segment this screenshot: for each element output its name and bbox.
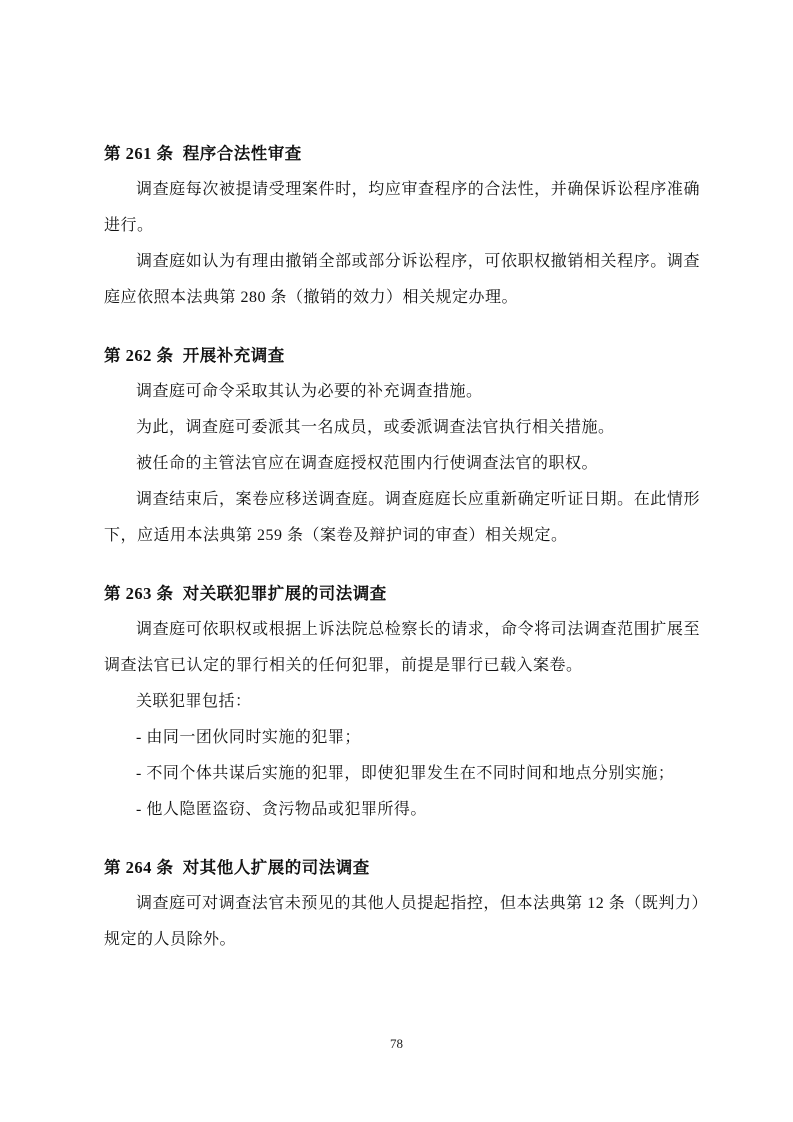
- article-paragraph: 调查庭如认为有理由撤销全部或部分诉讼程序，可依职权撤销相关程序。调查庭应依照本法典第 280 条（撤销的效力）相关规定办理。: [104, 253, 700, 306]
- article-263: [104, 576, 700, 828]
- page-number: 78: [390, 1036, 403, 1051]
- article-paragraph: 为此，调查庭可委派其一名成员，或委派调查法官执行相关措施。: [136, 419, 615, 436]
- article-paragraph: 调查庭可对调查法官未预见的其他人员提起指控，但本法典第 12 条（既判力）规定的人员除外。: [104, 895, 700, 948]
- article-262-heading: 第 262 条 开展补充调查: [104, 346, 285, 365]
- article-262: [104, 338, 700, 554]
- article-261-heading: 第 261 条 程序合法性审查: [104, 144, 302, 163]
- article-paragraph: 关联犯罪包括：: [136, 693, 252, 710]
- article-261: [104, 136, 700, 316]
- article-263-heading: 第 263 条 对关联犯罪扩展的司法调查: [104, 584, 387, 603]
- article-paragraph: 调查庭可命令采取其认为必要的补充调查措施。: [136, 383, 483, 400]
- article-paragraph: 被任命的主管法官应在调查庭授权范围内行使调查法官的职权。: [136, 455, 599, 472]
- article-264-heading: 第 264 条 对其他人扩展的司法调查: [104, 858, 370, 877]
- list-item: - 由同一团伙同时实施的犯罪；: [136, 729, 361, 746]
- document-content: [104, 136, 700, 958]
- article-264: [104, 850, 700, 958]
- article-paragraph: 调查结束后，案卷应移送调查庭。调查庭庭长应重新确定听证日期。在此情形下，应适用本法典第 259 条（案卷及辩护词的审查）相关规定。: [104, 491, 700, 544]
- list-item: - 不同个体共谋后实施的犯罪，即使犯罪发生在不同时间和地点分别实施；: [136, 765, 675, 782]
- list-item: - 他人隐匿盗窃、贪污物品或犯罪所得。: [136, 801, 427, 818]
- article-paragraph: 调查庭每次被提请受理案件时，均应审查程序的合法性，并确保诉讼程序准确进行。: [104, 181, 700, 234]
- article-paragraph: 调查庭可依职权或根据上诉法院总检察长的请求，命令将司法调查范围扩展至调查法官已认定的罪行相关的任何犯罪，前提是罪行已载入案卷。: [104, 621, 700, 674]
